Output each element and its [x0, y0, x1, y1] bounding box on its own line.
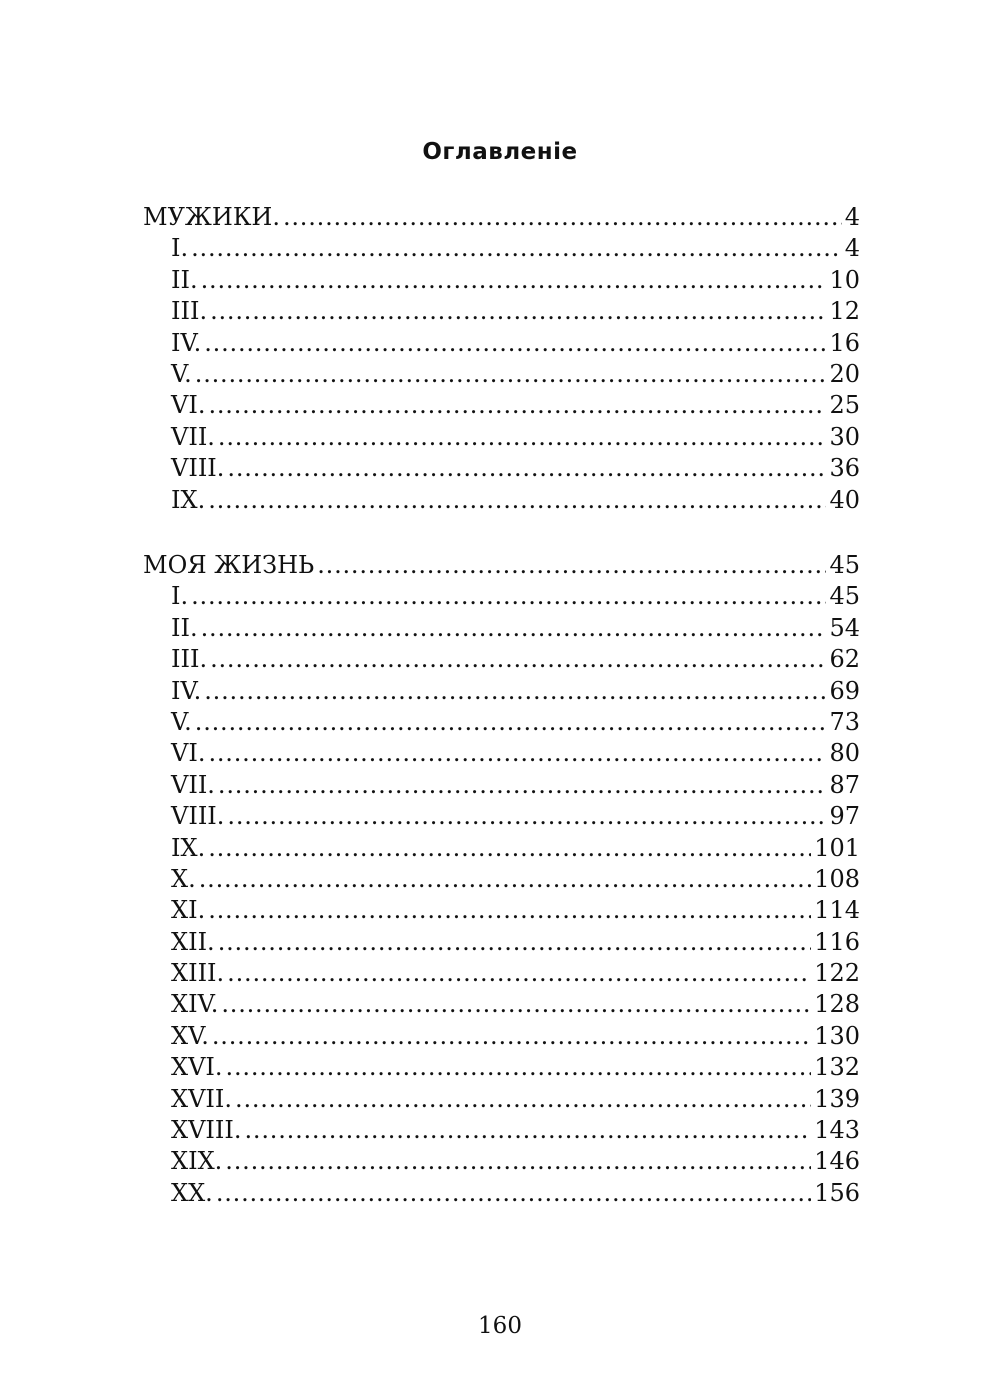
toc-entry	[143, 581, 860, 612]
chapter-page: 139	[814, 1084, 860, 1113]
chapter-page: 108	[814, 864, 860, 893]
dot-leader	[210, 644, 826, 675]
toc-entry	[143, 1084, 860, 1115]
chapter-page: 12	[829, 297, 860, 326]
dot-leader	[208, 738, 826, 769]
toc-section-heading	[143, 202, 860, 233]
dot-leader	[191, 233, 842, 264]
toc-entry	[143, 738, 860, 769]
toc-entry	[143, 895, 860, 926]
chapter-label: XIII.	[171, 959, 225, 988]
chapter-label: V.	[171, 707, 192, 736]
toc-entry	[143, 1021, 860, 1052]
chapter-page: 143	[814, 1116, 860, 1145]
chapter-page: 156	[814, 1178, 860, 1207]
section-title: МОЯ ЖИЗНЬ	[143, 551, 315, 579]
toc-entry	[143, 233, 860, 264]
chapter-page: 16	[829, 328, 860, 357]
chapter-label: X.	[171, 864, 196, 893]
chapter-label: VIII.	[171, 802, 225, 831]
toc-entry	[143, 801, 860, 832]
chapter-label: XI.	[171, 896, 206, 925]
chapter-label: XVIII.	[171, 1116, 242, 1145]
toc-entry	[143, 296, 860, 327]
chapter-page: 122	[814, 959, 860, 988]
chapter-page: 40	[829, 485, 860, 514]
dot-leader	[208, 485, 826, 516]
toc-entry	[143, 453, 860, 484]
dot-leader	[212, 1021, 811, 1052]
chapter-page: 30	[829, 422, 860, 451]
chapter-page: 87	[829, 770, 860, 799]
dot-leader	[208, 895, 811, 926]
chapter-label: I.	[171, 234, 189, 263]
chapter-label: VIII.	[171, 454, 225, 483]
toc-entry	[143, 359, 860, 390]
dot-leader	[216, 1178, 811, 1209]
chapter-page: 36	[829, 454, 860, 483]
dot-leader	[208, 833, 811, 864]
chapter-label: VII.	[171, 422, 215, 451]
chapter-page: 4	[844, 234, 860, 263]
chapter-label: II.	[171, 613, 198, 642]
chapter-label: II.	[171, 265, 198, 294]
chapter-page: 62	[829, 645, 860, 674]
chapter-page: 116	[814, 927, 860, 956]
chapter-page: 73	[829, 707, 860, 736]
dot-leader	[218, 927, 812, 958]
toc-entry	[143, 770, 860, 801]
toc-entry	[143, 927, 860, 958]
chapter-label: VI.	[171, 391, 206, 420]
section-title: МУЖИКИ.	[143, 203, 280, 231]
toc-entry	[143, 1146, 860, 1177]
toc-section-heading	[143, 550, 860, 581]
toc-entry	[143, 265, 860, 296]
chapter-page: 132	[814, 1053, 860, 1082]
chapter-label: XX.	[171, 1178, 213, 1207]
chapter-label: III.	[171, 297, 208, 326]
chapter-page: 114	[814, 896, 860, 925]
toc-entry	[143, 1052, 860, 1083]
chapter-label: XIX.	[171, 1147, 223, 1176]
chapter-page: 10	[829, 265, 860, 294]
toc-section-moya-zhizn	[143, 550, 860, 1209]
dot-leader	[235, 1084, 811, 1115]
chapter-label: XIV.	[171, 990, 219, 1019]
dot-leader	[227, 801, 826, 832]
dot-leader	[227, 453, 826, 484]
chapter-label: V.	[171, 359, 192, 388]
dot-leader	[191, 581, 826, 612]
chapter-label: IX.	[171, 485, 206, 514]
dot-leader	[201, 613, 827, 644]
dot-leader	[195, 707, 827, 738]
dot-leader	[204, 328, 826, 359]
dot-leader	[317, 550, 826, 581]
dot-leader	[218, 770, 827, 801]
dot-leader	[245, 1115, 812, 1146]
chapter-label: IV.	[171, 328, 202, 357]
toc-entry	[143, 422, 860, 453]
toc-entry	[143, 676, 860, 707]
chapter-label: VII.	[171, 770, 215, 799]
dot-leader	[221, 989, 811, 1020]
toc-entry	[143, 485, 860, 516]
dot-leader	[226, 1052, 812, 1083]
toc-entry	[143, 989, 860, 1020]
chapter-page: 101	[814, 833, 860, 862]
chapter-page: 128	[814, 990, 860, 1019]
section-page: 45	[829, 551, 860, 579]
toc-entry	[143, 864, 860, 895]
toc-entry	[143, 390, 860, 421]
toc-entry	[143, 328, 860, 359]
chapter-page: 69	[829, 676, 860, 705]
dot-leader	[210, 296, 826, 327]
toc-entry	[143, 833, 860, 864]
chapter-page: 20	[829, 359, 860, 388]
chapter-label: XV.	[171, 1021, 209, 1050]
toc-entry	[143, 644, 860, 675]
dot-leader	[225, 1146, 811, 1177]
chapter-page: 25	[829, 391, 860, 420]
toc-entry	[143, 613, 860, 644]
dot-leader	[204, 676, 826, 707]
dot-leader	[218, 422, 827, 453]
dot-leader	[283, 202, 842, 233]
chapter-page: 146	[814, 1147, 860, 1176]
chapter-label: IV.	[171, 676, 202, 705]
dot-leader	[201, 265, 827, 296]
chapter-page: 130	[814, 1021, 860, 1050]
dot-leader	[199, 864, 811, 895]
chapter-label: VI.	[171, 739, 206, 768]
toc-entry	[143, 707, 860, 738]
chapter-page: 45	[829, 582, 860, 611]
toc-entry	[143, 1178, 860, 1209]
chapter-page: 97	[829, 802, 860, 831]
chapter-label: XII.	[171, 927, 215, 956]
chapter-page: 80	[829, 739, 860, 768]
chapter-label: IX.	[171, 833, 206, 862]
dot-leader	[208, 390, 826, 421]
toc-section-muzhiki	[143, 202, 860, 516]
chapter-label: XVII.	[171, 1084, 233, 1113]
section-page: 4	[844, 203, 860, 231]
dot-leader	[227, 958, 811, 989]
chapter-label: I.	[171, 582, 189, 611]
chapter-label: XVI.	[171, 1053, 223, 1082]
dot-leader	[195, 359, 827, 390]
toc-entry	[143, 1115, 860, 1146]
page-number: 160	[478, 1313, 522, 1339]
chapter-page: 54	[829, 613, 860, 642]
chapter-label: III.	[171, 645, 208, 674]
page-title: Оглавленіе	[422, 139, 578, 165]
toc-entry	[143, 958, 860, 989]
